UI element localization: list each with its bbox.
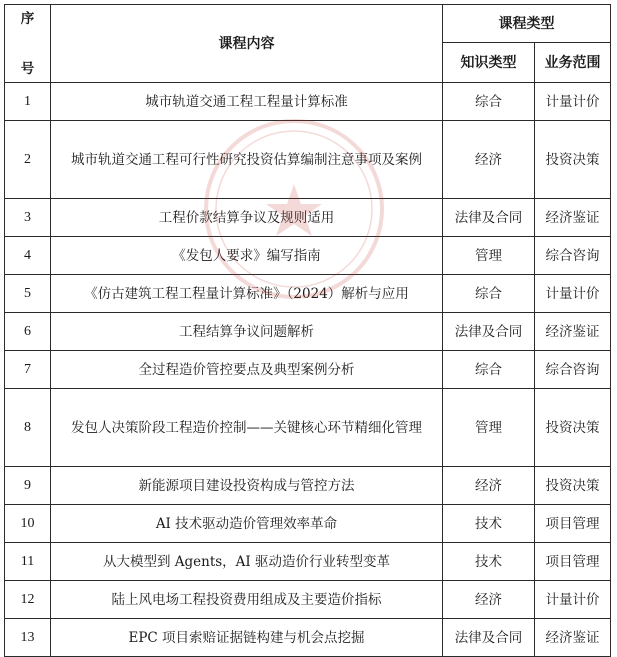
row-business-scope: 计量计价 <box>535 581 611 619</box>
row-knowledge-type: 法律及合同 <box>443 619 535 657</box>
table-row <box>5 313 611 351</box>
course-table <box>4 4 611 657</box>
row-number: 11 <box>5 543 51 581</box>
row-course-content: EPC 项目索赔证据链构建与机会点挖掘 <box>51 619 443 657</box>
row-business-scope: 综合咨询 <box>535 237 611 275</box>
row-course-content: 工程结算争议问题解析 <box>51 313 443 351</box>
row-business-scope: 项目管理 <box>535 505 611 543</box>
table-row <box>5 389 611 467</box>
row-course-content: 工程价款结算争议及规则适用 <box>51 199 443 237</box>
row-course-content: 发包人决策阶段工程造价控制——关键核心环节精细化管理 <box>51 389 443 467</box>
row-knowledge-type: 法律及合同 <box>443 313 535 351</box>
row-business-scope: 经济鉴证 <box>535 199 611 237</box>
row-knowledge-type: 经济 <box>443 121 535 199</box>
row-business-scope: 投资决策 <box>535 121 611 199</box>
row-knowledge-type: 综合 <box>443 351 535 389</box>
row-business-scope: 计量计价 <box>535 83 611 121</box>
table-row <box>5 121 611 199</box>
table-row <box>5 275 611 313</box>
row-knowledge-type: 技术 <box>443 505 535 543</box>
row-number: 1 <box>5 83 51 121</box>
table-row <box>5 619 611 657</box>
row-number: 8 <box>5 389 51 467</box>
row-course-content: 从大模型到 Agents，AI 驱动造价行业转型变革 <box>51 543 443 581</box>
row-business-scope: 计量计价 <box>535 275 611 313</box>
row-course-content: 新能源项目建设投资构成与管控方法 <box>51 467 443 505</box>
table-row <box>5 83 611 121</box>
row-business-scope: 综合咨询 <box>535 351 611 389</box>
row-number: 3 <box>5 199 51 237</box>
row-course-content: AI 技术驱动造价管理效率革命 <box>51 505 443 543</box>
table-row <box>5 467 611 505</box>
header-knowledge: 知识类型 <box>443 43 535 83</box>
row-course-content: 《发包人要求》编写指南 <box>51 237 443 275</box>
row-number: 2 <box>5 121 51 199</box>
row-business-scope: 投资决策 <box>535 389 611 467</box>
row-number: 12 <box>5 581 51 619</box>
course-table-document <box>4 4 611 657</box>
table-row <box>5 543 611 581</box>
row-business-scope: 经济鉴证 <box>535 313 611 351</box>
table-row <box>5 351 611 389</box>
table-row <box>5 199 611 237</box>
row-number: 10 <box>5 505 51 543</box>
row-number: 5 <box>5 275 51 313</box>
row-knowledge-type: 技术 <box>443 543 535 581</box>
header-scope: 业务范围 <box>535 43 611 83</box>
header-seq-bottom: 号 <box>20 60 35 77</box>
row-number: 6 <box>5 313 51 351</box>
table-row <box>5 581 611 619</box>
header-seq-top: 序 <box>20 10 35 27</box>
table-row <box>5 505 611 543</box>
header-type-group: 课程类型 <box>443 5 611 43</box>
row-knowledge-type: 综合 <box>443 275 535 313</box>
row-knowledge-type: 法律及合同 <box>443 199 535 237</box>
row-business-scope: 经济鉴证 <box>535 619 611 657</box>
row-course-content: 《仿古建筑工程工程量计算标准》（2024）解析与应用 <box>51 275 443 313</box>
row-business-scope: 项目管理 <box>535 543 611 581</box>
row-course-content: 全过程造价管控要点及典型案例分析 <box>51 351 443 389</box>
row-course-content: 城市轨道交通工程工程量计算标准 <box>51 83 443 121</box>
header-content: 课程内容 <box>51 5 443 83</box>
row-knowledge-type: 经济 <box>443 467 535 505</box>
row-course-content: 城市轨道交通工程可行性研究投资估算编制注意事项及案例 <box>51 121 443 199</box>
row-course-content: 陆上风电场工程投资费用组成及主要造价指标 <box>51 581 443 619</box>
row-knowledge-type: 管理 <box>443 389 535 467</box>
row-number: 4 <box>5 237 51 275</box>
header-seq <box>5 5 51 83</box>
row-number: 13 <box>5 619 51 657</box>
row-knowledge-type: 综合 <box>443 83 535 121</box>
row-knowledge-type: 经济 <box>443 581 535 619</box>
row-number: 7 <box>5 351 51 389</box>
row-knowledge-type: 管理 <box>443 237 535 275</box>
row-number: 9 <box>5 467 51 505</box>
table-row <box>5 237 611 275</box>
row-business-scope: 投资决策 <box>535 467 611 505</box>
